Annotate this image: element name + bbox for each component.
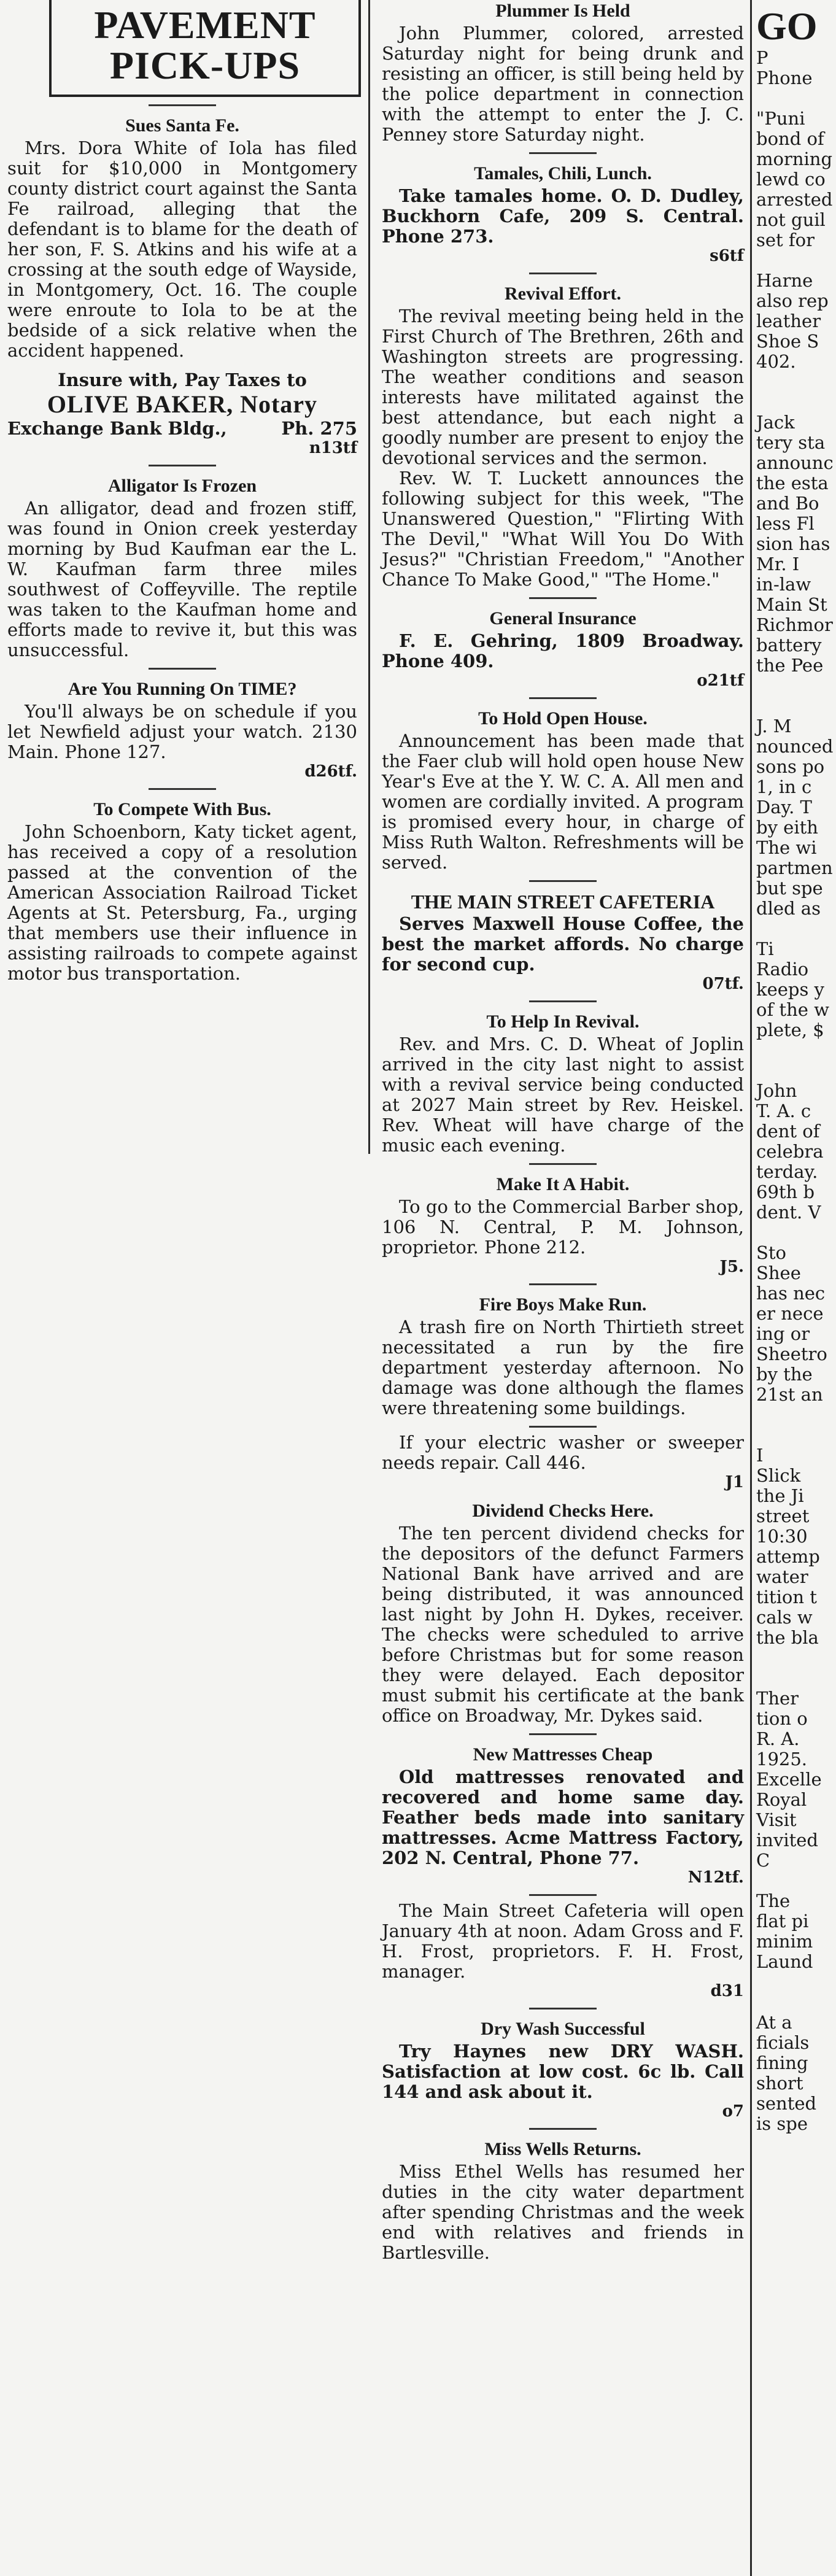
divider: [149, 788, 216, 790]
cutoff-text-line: Richmor: [756, 614, 833, 635]
cutoff-text-line: Royal: [756, 1789, 807, 1810]
cutoff-text-line: and Bo: [756, 493, 819, 514]
cutoff-text-line: by the: [756, 1364, 813, 1385]
headline: Miss Wells Returns.: [484, 2139, 641, 2159]
divider: [529, 880, 597, 882]
cutoff-text-line: [756, 1040, 836, 1061]
cutoff-text-line: fining: [756, 2052, 808, 2073]
article-body: A trash fire on North Thirtieth street necessitated a run by the fire department yesterday afternoon. No damage was done although the flames were threatening some buildings.: [382, 1317, 744, 1418]
ad-electric-washer: [374, 1426, 750, 1491]
headline: Plummer Is Held: [495, 1, 630, 21]
ad-title: Insure with, Pay Taxes to: [58, 369, 307, 390]
ad-newfield: [0, 668, 363, 781]
cutoff-text-line: [756, 676, 836, 696]
cutoff-text-line: the Pee: [756, 655, 824, 676]
cutoff-text-line: [756, 1972, 836, 1992]
cutoff-text-line: has nec: [756, 1283, 826, 1304]
article-body: To go to the Commercial Barber shop, 106 N. Central, P. M. Johnson, proprietor. Phone 212.: [382, 1196, 744, 1258]
ad-olive-baker: [0, 369, 363, 457]
cutoff-text-line: bond of: [756, 128, 824, 149]
cutoff-text-line: [756, 1405, 836, 1425]
ad-code: 07tf.: [702, 975, 744, 993]
cutoff-text-line: "Puni: [756, 108, 805, 129]
divider: [529, 1000, 597, 1002]
cutoff-text-fragments: [754, 48, 836, 2134]
news-item-plummer: [374, 0, 750, 145]
cutoff-text-line: the esta: [756, 473, 829, 493]
cutoff-text-line: dent. V: [756, 1202, 821, 1223]
ad-code: J5.: [719, 1258, 744, 1276]
article-body: F. E. Gehring, 1809 Broadway. Phone 409.: [382, 630, 744, 671]
divider: [529, 597, 597, 599]
divider: [529, 1163, 597, 1165]
headline: Dividend Checks Here.: [472, 1501, 654, 1521]
cutoff-text-line: Harne: [756, 270, 813, 291]
cutoff-text-line: partmen: [756, 857, 833, 878]
cutoff-text-line: is spe: [756, 2113, 808, 2134]
article-body: Announcement has been made that the Faer club will hold open house New Year's Eve at the Y. W. C. A. All men and women are cordially invited. A program is promised every hour, in charge of Miss Ruth Walton. Refreshments will be served.: [382, 730, 744, 873]
cutoff-text-line: the bla: [756, 1627, 819, 1648]
cutoff-text-line: terday.: [756, 1161, 818, 1182]
headline: To Hold Open House.: [478, 708, 648, 729]
cutoff-text-line: [756, 372, 836, 392]
article-body: Serves Maxwell House Coffee, the best the market affords. No charge for second cup.: [382, 913, 744, 975]
cutoff-text-line: tery sta: [756, 432, 826, 453]
ad-mattresses: [374, 1733, 750, 1887]
cutoff-text-line: [756, 1992, 836, 2013]
cutoff-text-line: [756, 88, 836, 109]
cutoff-text-line: ficials: [756, 2032, 810, 2053]
cutoff-text-line: dled as: [756, 898, 821, 919]
cutoff-text-line: [756, 919, 836, 939]
news-item-alligator: [0, 465, 363, 660]
ad-code: o21tf: [697, 671, 744, 690]
column-rule-1: [368, 0, 370, 1154]
column-1: [0, 0, 363, 984]
cutoff-text-line: 10:30: [756, 1526, 808, 1547]
ad-code: d31: [710, 1982, 744, 2000]
section-header-box: [49, 0, 361, 97]
cutoff-text-line: announc: [756, 452, 834, 473]
cutoff-text-line: the Ji: [756, 1485, 804, 1506]
news-item-dividend-checks: [374, 1500, 750, 1726]
ad-code: o7: [722, 2102, 744, 2121]
article-body: Take tamales home. O. D. Dudley, Buckhorn Cafe, 209 S. Central. Phone 273.: [382, 185, 744, 247]
headline: Make It A Habit.: [496, 1174, 630, 1194]
headline: To Compete With Bus.: [93, 799, 271, 819]
cutoff-text-line: er nece: [756, 1303, 824, 1324]
news-item-open-house: [374, 697, 750, 873]
headline: Revival Effort.: [505, 284, 621, 304]
divider: [529, 1894, 597, 1896]
cutoff-text-line: T. A. c: [756, 1100, 811, 1121]
cutoff-text-line: [756, 1871, 836, 1891]
ad-barber-shop: [374, 1163, 750, 1276]
cutoff-text-line: [756, 392, 836, 412]
cutoff-text-line: by eith: [756, 817, 818, 838]
cutoff-text-line: Shee: [756, 1263, 801, 1283]
cutoff-text-line: [756, 696, 836, 716]
cutoff-text-line: Visit: [756, 1809, 797, 1830]
cutoff-text-line: [756, 1425, 836, 1445]
cutoff-text-line: water: [756, 1566, 808, 1587]
cutoff-text-line: I: [756, 1445, 764, 1466]
cutoff-text-line: tition t: [756, 1587, 817, 1607]
news-item-sues-santa-fe: [0, 104, 363, 361]
cutoff-text-line: [756, 1061, 836, 1081]
column-2: [374, 0, 750, 2263]
column-3-cutoff: [754, 0, 836, 2134]
cutoff-text-line: in-law: [756, 574, 811, 595]
section-header-line-2: PICK-UPS: [109, 44, 301, 87]
ad-address: Exchange Bank Bldg.,: [7, 418, 227, 439]
cutoff-text-line: keeps y: [756, 979, 824, 1000]
ad-code: s6tf: [710, 247, 744, 265]
article-body: Miss Ethel Wells has resumed her duties in the city water department after spending Christmas and the week end with relatives and friends in Bartlesville.: [382, 2161, 744, 2263]
cutoff-text-line: [756, 1668, 836, 1688]
cutoff-text-line: 1, in c: [756, 776, 812, 797]
news-item-miss-wells: [374, 2128, 750, 2263]
cutoff-text-line: Main St: [756, 594, 827, 615]
cutoff-text-line: flat pi: [756, 1911, 809, 1932]
news-item-fire-boys: [374, 1283, 750, 1418]
cutoff-text-line: Laund: [756, 1951, 813, 1972]
cutoff-text-line: The: [756, 1890, 791, 1911]
cutoff-text-line: sons po: [756, 756, 825, 777]
ad-name: OLIVE BAKER, Notary: [47, 390, 318, 418]
article-body: If your electric washer or sweeper needs repair. Call 446.: [382, 1432, 744, 1473]
cutoff-text-line: Sheetro: [756, 1344, 827, 1364]
cutoff-text-line: but spe: [756, 878, 823, 899]
headline: To Help In Revival.: [486, 1011, 640, 1032]
cutoff-text-line: leather: [756, 311, 821, 331]
article-body: John Plummer, colored, arrested Saturday night for being drunk and resisting an officer, is still being held by the police department in connection with the attempt to enter the J. C. Penney store Saturday night.: [382, 23, 744, 145]
divider: [529, 2128, 597, 2130]
divider: [529, 1283, 597, 1285]
divider: [529, 697, 597, 699]
news-item-compete-with-bus: [0, 788, 363, 984]
cutoff-text-line: short: [756, 2073, 803, 2094]
cutoff-text-line: celebra: [756, 1141, 824, 1162]
cutoff-text-line: lewd co: [756, 169, 826, 190]
cutoff-text-line: of the w: [756, 999, 829, 1020]
article-body: Rev. and Mrs. C. D. Wheat of Joplin arrived in the city last night to assist with a revival service being conducted at 2027 Main street by Rev. Heiskel. Rev. Wheat will have charge of the music each evening.: [382, 1034, 744, 1156]
article-body: John Schoenborn, Katy ticket agent, has received a copy of a resolution passed at the convention of the American Association Railroad Ticket Agents at St. Petersburg, Fa., urging that members use their influence in assisting railroads to compete against motor bus transportation.: [7, 821, 357, 984]
cutoff-text-line: 69th b: [756, 1182, 815, 1202]
article-body: Try Haynes new DRY WASH. Satisfaction at low cost. 6c lb. Call 144 and ask about it.: [382, 2041, 744, 2102]
divider: [529, 1426, 597, 1428]
news-item-revival-effort: [374, 273, 750, 590]
cutoff-text-line: street: [756, 1506, 810, 1526]
divider: [529, 1733, 597, 1735]
cutoff-text-line: Day. T: [756, 797, 812, 818]
article-body: The Main Street Cafeteria will open January 4th at noon. Adam Gross and F. H. Frost, proprietors. F. H. Frost, manager.: [382, 1900, 744, 1982]
cutoff-text-line: J. M: [756, 716, 792, 737]
headline: New Mattresses Cheap: [473, 1744, 653, 1765]
column-rule-2: [750, 0, 752, 2576]
cutoff-text-line: [756, 1223, 836, 1243]
cutoff-text-line: not guil: [756, 209, 826, 230]
divider: [529, 2008, 597, 2009]
divider: [149, 104, 216, 106]
article-body: Mrs. Dora White of Iola has filed suit for $10,000 in Montgomery county district court against the Santa Fe railroad, alleging that the defendant is to blame for the death of her son, F. S. Atkins and his wife at a crossing at the south edge of Wayside, in Montgomery, Oct. 16. The couple were enroute to Iola to be at the bedside of a sick relative when the accident happened.: [7, 137, 357, 361]
divider: [149, 465, 216, 466]
headline: Alligator Is Frozen: [107, 476, 257, 496]
article-body: An alligator, dead and frozen stiff, was found in Onion creek yesterday morning by Bud Kaufman ear the L. W. Kaufman farm three miles southwest of Coffeyville. The reptile was taken to the Kaufman home and efforts made to revive it, but this was unsuccessful.: [7, 498, 357, 660]
cutoff-text-line: P: [756, 47, 768, 68]
ad-code: d26tf.: [304, 762, 357, 781]
divider: [529, 152, 597, 154]
ad-main-street-cafeteria: [374, 880, 750, 993]
cutoff-text-line: set for: [756, 230, 815, 250]
headline: Fire Boys Make Run.: [479, 1294, 647, 1315]
news-item-help-in-revival: [374, 1000, 750, 1156]
cutoff-text-line: minim: [756, 1931, 813, 1952]
divider: [149, 668, 216, 670]
cutoff-text-line: sented: [756, 2093, 817, 2114]
cutoff-text-line: invited: [756, 1830, 818, 1851]
section-header-line-1: PAVEMENT: [94, 3, 316, 47]
cutoff-text-line: battery: [756, 635, 822, 656]
headline: General Insurance: [489, 608, 637, 629]
article-body-2: Rev. W. T. Luckett announces the following subject for this week, "The Unanswered Question," "Flirting With The Devil," "What Will You Do With Jesus?" "Christian Freedom," "Another Chance To Make Good," "The Home.": [382, 468, 744, 590]
cutoff-text-line: nounced: [756, 736, 834, 757]
cutoff-text-line: Ti: [756, 938, 774, 959]
ad-code: J1: [725, 1473, 744, 1491]
article-body: You'll always be on schedule if you let Newfield adjust your watch. 2130 Main. Phone 127.: [7, 701, 357, 762]
cutoff-text-line: R. A.: [756, 1728, 800, 1749]
cutoff-text-line: ing or: [756, 1323, 810, 1344]
cutoff-text-line: less Fl: [756, 513, 815, 534]
ad-tamales: [374, 152, 750, 265]
divider: [529, 273, 597, 274]
cutoff-text-line: tion o: [756, 1708, 808, 1729]
cutoff-text-line: Mr. I: [756, 554, 800, 574]
cutoff-text-line: [756, 250, 836, 271]
cutoff-text-line: 21st an: [756, 1384, 823, 1405]
ad-address-line: [7, 419, 357, 439]
cutoff-text-line: Shoe S: [756, 331, 819, 352]
cutoff-text-line: Slick: [756, 1465, 801, 1486]
cutoff-text-line: dent of: [756, 1121, 820, 1142]
notice-cafeteria-opening: [374, 1894, 750, 2000]
headline: Are You Running On TIME?: [68, 679, 297, 699]
cutoff-text-line: Radio: [756, 959, 809, 980]
article-body: The ten percent dividend checks for the depositors of the defunct Farmers National Bank have arrived and are being distributed, it was announced last night by John H. Dykes, receiver. The checks were scheduled to arrive before Christmas but for some reason they were delayed. Each depositor must submit his certificate at the bank office on Broadway, Mr. Dykes said.: [382, 1523, 744, 1726]
cutoff-text-line: arrested: [756, 189, 833, 210]
cutoff-text-line: cals w: [756, 1607, 813, 1628]
headline: Sues Santa Fe.: [125, 115, 239, 136]
cutoff-text-line: attemp: [756, 1546, 820, 1567]
cutoff-text-line: At a: [756, 2012, 792, 2033]
headline: THE MAIN STREET CAFETERIA: [411, 891, 715, 913]
article-body: Old mattresses renovated and recovered and home same day. Feather beds made into sanitary mattresses. Acme Mattress Factory, 202 N. Central, Phone 77.: [382, 1766, 744, 1868]
cutoff-text-line: sion has: [756, 533, 830, 554]
cutoff-text-line: morning: [756, 149, 833, 169]
headline: Tamales, Chili, Lunch.: [474, 163, 652, 184]
cutoff-text-line: also rep: [756, 290, 829, 311]
article-body: The revival meeting being held in the First Church of The Brethren, 26th and Washington streets are progressing. The weather conditions and season interests have militated against the best attendance, but each night a goodly number are present to enjoy the devotional services and the sermon.: [382, 306, 744, 468]
section-header-fragment: GO: [756, 4, 818, 48]
cutoff-text-line: Jack: [756, 412, 795, 433]
cutoff-text-line: [756, 1648, 836, 1668]
ad-code: n13tf: [309, 439, 357, 457]
ad-general-insurance: [374, 597, 750, 690]
cutoff-text-line: Phone: [756, 68, 813, 88]
cutoff-text-line: plete, $: [756, 1019, 824, 1040]
cutoff-text-line: Ther: [756, 1688, 799, 1709]
ad-dry-wash: [374, 2008, 750, 2121]
ad-phone: Ph. 275: [281, 418, 357, 439]
cutoff-text-line: Sto: [756, 1242, 786, 1263]
cutoff-text-line: Excelle: [756, 1769, 822, 1790]
cutoff-text-line: The wi: [756, 837, 817, 858]
ad-code: N12tf.: [687, 1868, 744, 1887]
cutoff-text-line: John: [756, 1080, 797, 1101]
headline: Dry Wash Successful: [481, 2019, 645, 2039]
cutoff-text-line: C: [756, 1850, 770, 1871]
cutoff-text-line: 1925.: [756, 1749, 808, 1770]
cutoff-text-line: 402.: [756, 351, 796, 372]
